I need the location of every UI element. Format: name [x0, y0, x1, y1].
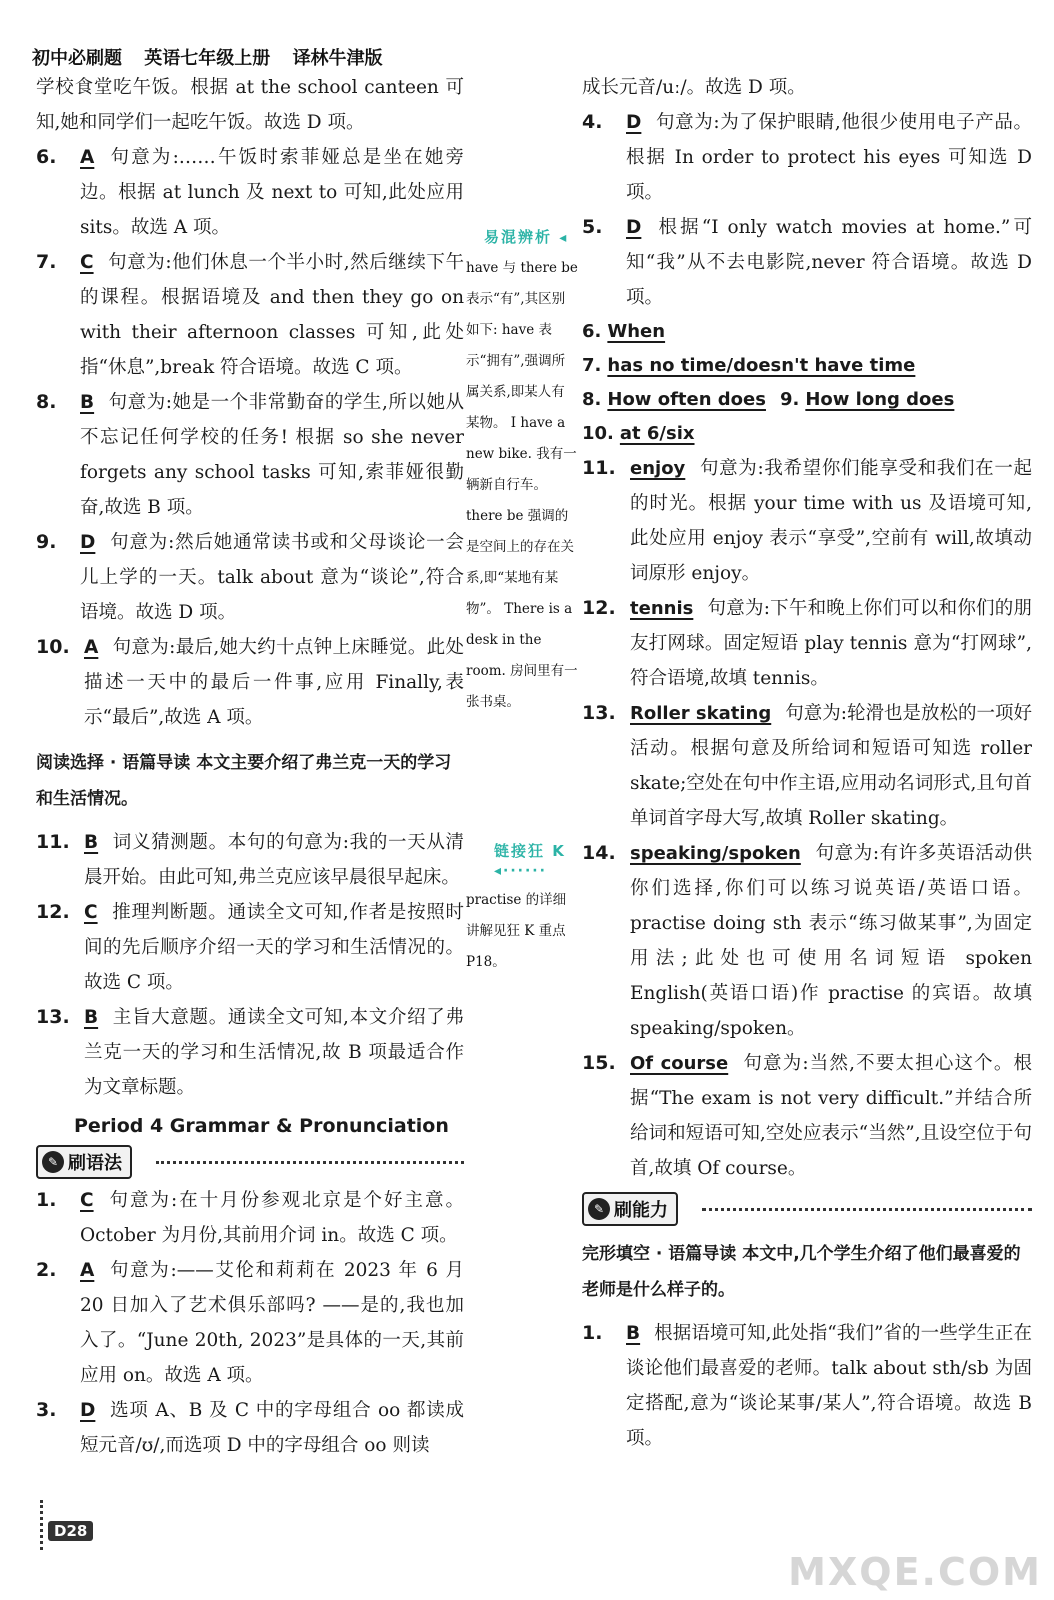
- item-number: 8.: [36, 391, 57, 413]
- header-title-2: 英语七年级上册: [144, 48, 271, 69]
- blank-answers-line: [582, 383, 1032, 417]
- side-notes-column: [466, 222, 578, 978]
- item-answer: B: [84, 832, 99, 853]
- tip-text: have 与 there be 表示“有”,其区别如下: have 表示“拥有”,强调所属关系,即某人有某物。 I have a new bike. 我有一辆新自行车。 there be 强调的是空间上的存在关系,即“某地有某物”。 There is a desk in the room. 房间里有一张书桌。: [466, 260, 578, 710]
- answer-item: [582, 1316, 1032, 1456]
- item-number: 2.: [36, 1259, 57, 1281]
- item-explanation: 句意为:下午和晚上你们可以和你们的朋友打网球。固定短语 play tennis 意为“打网球”,符合语境,故填 tennis。: [630, 598, 1032, 689]
- page-number: D28: [48, 1521, 93, 1541]
- item-answer: B: [626, 1323, 641, 1344]
- brush-icon: ✎: [588, 1198, 610, 1220]
- item-answer: B: [84, 1007, 99, 1028]
- item-number: 10.: [36, 636, 70, 658]
- item-number: 9.: [779, 389, 800, 410]
- item-explanation: 句意为:我希望你们能享受和我们在一起的时光。根据 your time with us 及语境可知,此处应用 enjoy 表示“享受”,空前有 will,故填动词原形 enjoy。: [630, 458, 1032, 584]
- answer-item: [36, 895, 464, 1000]
- answer-item: [36, 1393, 464, 1463]
- item-explanation: 根据“I only watch movies at home.”可知“我”从不去电影院,never 符合语境。故选 D 项。: [626, 217, 1032, 308]
- item-answer: speaking/spoken: [630, 843, 801, 864]
- answer-item: [582, 451, 1032, 591]
- answer-item: [582, 1046, 1032, 1186]
- item-number: 11.: [582, 457, 616, 479]
- item-number: 13.: [36, 1006, 70, 1028]
- dotted-rule: [156, 1161, 464, 1164]
- item-number: 13.: [582, 702, 616, 724]
- item-number: 9.: [36, 531, 57, 553]
- link-text: practise 的详细讲解见狂 K 重点 P18。: [466, 892, 567, 970]
- item-explanation: 主旨大意题。通读全文可知,本文介绍了弗兰克一天的学习和生活情况,故 B 项最适合作为文章标题。: [84, 1007, 464, 1098]
- item-answer: tennis: [630, 598, 694, 619]
- tip-title: 易混辨析 ◂: [484, 228, 569, 246]
- reading-guide: 完形填空 · 语篇导读 本文中,几个学生介绍了他们最喜爱的老师是什么样子的。: [582, 1244, 1021, 1300]
- section-tag: [582, 1192, 678, 1226]
- item-answer: Roller skating: [630, 703, 772, 724]
- answer-item: [582, 836, 1032, 1046]
- item-number: 3.: [36, 1399, 57, 1421]
- blank-answers-line: [582, 349, 1032, 383]
- item-explanation: 句意为:他们休息一个半小时,然后继续下午的课程。根据语境及 and then they go on with their afternoon classes 可知,此处指“休息”,break 符合语境。故选 C 项。: [80, 252, 464, 378]
- answer-item: [36, 825, 464, 895]
- answer-item: [582, 696, 1032, 836]
- blank-answer: has no time/doesn't have time: [607, 355, 916, 376]
- blank-answers-line: [582, 417, 1032, 451]
- item-explanation: 句意为:有许多英语活动供你们选择,你们可以练习说英语/英语口语。practise doing sth 表示“练习做某事”,为固定用法;此处也可使用名词短语 spoken English(英语口语)作 practise 的宾语。故填 speaking/spoken。: [630, 843, 1032, 1039]
- page-header: [32, 44, 399, 70]
- item-answer: D: [626, 112, 642, 133]
- item-explanation: 句意为:当然,不要太担心这个。根据“The exam is not very difficult.”并结合所给词和短语可知,空处应表示“当然”,且设空位于句首,故填 Of course。: [630, 1053, 1032, 1179]
- right-column: [582, 70, 1032, 1456]
- item-explanation: 句意为:然后她通常读书或和父母谈论一会儿上学的一天。talk about 意为“谈论”,符合语境。故选 D 项。: [80, 532, 464, 623]
- item-number: 7.: [36, 251, 57, 273]
- blank-answer: How often does: [607, 389, 766, 410]
- answer-item: [36, 630, 464, 735]
- item-explanation: 句意为:……午饭时索菲娅总是坐在她旁边。根据 at lunch 及 next to 可知,此处应用 sits。故选 A 项。: [80, 147, 464, 238]
- answer-item: [36, 245, 464, 385]
- answer-item: [36, 385, 464, 525]
- item-answer: C: [80, 252, 94, 273]
- item-answer: D: [80, 532, 96, 553]
- item-explanation: 句意为:她是一个非常勤奋的学生,所以她从不忘记任何学校的任务! 根据 so she never forgets any school tasks 可知,索菲娅很勤奋,故选 B 项。: [80, 392, 464, 518]
- item-answer: A: [80, 147, 95, 168]
- continued-text: 成长元音/uː/。故选 D 项。: [582, 77, 806, 98]
- answer-item: [582, 210, 1032, 315]
- blank-answer: at 6/six: [619, 423, 695, 444]
- item-answer: A: [84, 637, 99, 658]
- item-number: 5.: [582, 216, 603, 238]
- answer-item: [582, 591, 1032, 696]
- item-answer: A: [80, 1260, 95, 1281]
- item-answer: C: [84, 902, 98, 923]
- section-tag-row: [582, 1192, 1032, 1226]
- item-answer: D: [626, 217, 642, 238]
- item-number: 14.: [582, 842, 616, 864]
- answer-item: [36, 1253, 464, 1393]
- answer-item: [36, 1183, 464, 1253]
- item-answer: D: [80, 1400, 96, 1421]
- item-number: 10.: [582, 423, 614, 444]
- item-explanation: 句意为:轮滑也是放松的一项好活动。根据句意及所给词和短语可知选 roller skate;空处在句中作主语,应用动名词形式,且句首单词首字母大写,故填 Roller skating。: [630, 703, 1032, 829]
- answer-item: [36, 1000, 464, 1105]
- section-tag-label: 刷能力: [614, 1200, 668, 1221]
- item-answer: enjoy: [630, 458, 686, 479]
- item-number: 8.: [582, 389, 602, 410]
- section-tag: [36, 1145, 132, 1179]
- item-number: 7.: [582, 355, 602, 376]
- item-answer: C: [80, 1190, 94, 1211]
- answer-item: [36, 140, 464, 245]
- section-tag-label: 刷语法: [68, 1153, 122, 1174]
- watermark: MXQE.COM: [788, 1550, 1042, 1594]
- item-number: 6.: [582, 321, 602, 342]
- item-explanation: 句意为:——艾伦和莉莉在 2023 年 6 月 20 日加入了艺术俱乐部吗? ——是的,我也加入了。“June 20th, 2023”是具体的一天,其前应用 on。故选 A 项。: [80, 1260, 464, 1386]
- blank-answer: How long does: [805, 389, 955, 410]
- arrow-left-icon: ◂······: [494, 863, 547, 879]
- continued-text: 学校食堂吃午饭。根据 at the school canteen 可知,她和同学们一起吃午饭。故选 D 项。: [36, 77, 464, 133]
- header-title-1: 初中必刷题: [32, 48, 122, 69]
- footer-dots: [40, 1500, 43, 1550]
- item-number: 1.: [582, 1322, 603, 1344]
- arrow-icon: ◂: [559, 230, 569, 246]
- answer-item: [36, 525, 464, 630]
- item-answer: B: [80, 392, 95, 413]
- item-explanation: 根据语境可知,此处指“我们”省的一些学生正在谈论他们最喜爱的老师。talk about sth/sb 为固定搭配,意为“谈论某事/某人”,符合语境。故选 B 项。: [626, 1323, 1032, 1449]
- period-heading: Period 4 Grammar & Pronunciation: [74, 1115, 449, 1137]
- left-column: [36, 70, 464, 1463]
- item-number: 15.: [582, 1052, 616, 1074]
- item-explanation: 选项 A、B 及 C 中的字母组合 oo 都读成短元音/ʊ/,而选项 D 中的字母组合 oo 则读: [80, 1400, 464, 1456]
- item-number: 12.: [582, 597, 616, 619]
- item-number: 1.: [36, 1189, 57, 1211]
- blank-answers-line: [582, 315, 1032, 349]
- link-title: 链接狂 K ◂······: [494, 842, 566, 879]
- item-explanation: 句意为:在十月份参观北京是个好主意。October 为月份,其前用介词 in。故选 C 项。: [80, 1190, 464, 1246]
- answer-item: [582, 105, 1032, 210]
- blank-answer: When: [607, 321, 666, 342]
- item-number: 6.: [36, 146, 57, 168]
- item-explanation: 句意为:最后,她大约十点钟上床睡觉。此处描述一天中的最后一件事,应用 Finally,表示“最后”,故选 A 项。: [84, 637, 464, 728]
- item-explanation: 推理判断题。通读全文可知,作者是按照时间的先后顺序介绍一天的学习和生活情况的。故选 C 项。: [84, 902, 464, 993]
- section-tag-row: [36, 1145, 464, 1179]
- reading-guide: 阅读选择 · 语篇导读 本文主要介绍了弗兰克一天的学习和生活情况。: [36, 753, 452, 809]
- item-explanation: 词义猜测题。本句的句意为:我的一天从清晨开始。由此可知,弗兰克应该早晨很早起床。: [84, 832, 464, 888]
- header-title-3: 译林牛津版: [292, 48, 383, 69]
- brush-icon: ✎: [42, 1151, 64, 1173]
- item-answer: Of course: [630, 1053, 729, 1074]
- item-number: 11.: [36, 831, 70, 853]
- dotted-rule: [702, 1208, 1032, 1211]
- item-number: 4.: [582, 111, 603, 133]
- item-number: 12.: [36, 901, 70, 923]
- item-explanation: 句意为:为了保护眼睛,他很少使用电子产品。根据 In order to protect his eyes 可知选 D 项。: [626, 112, 1032, 203]
